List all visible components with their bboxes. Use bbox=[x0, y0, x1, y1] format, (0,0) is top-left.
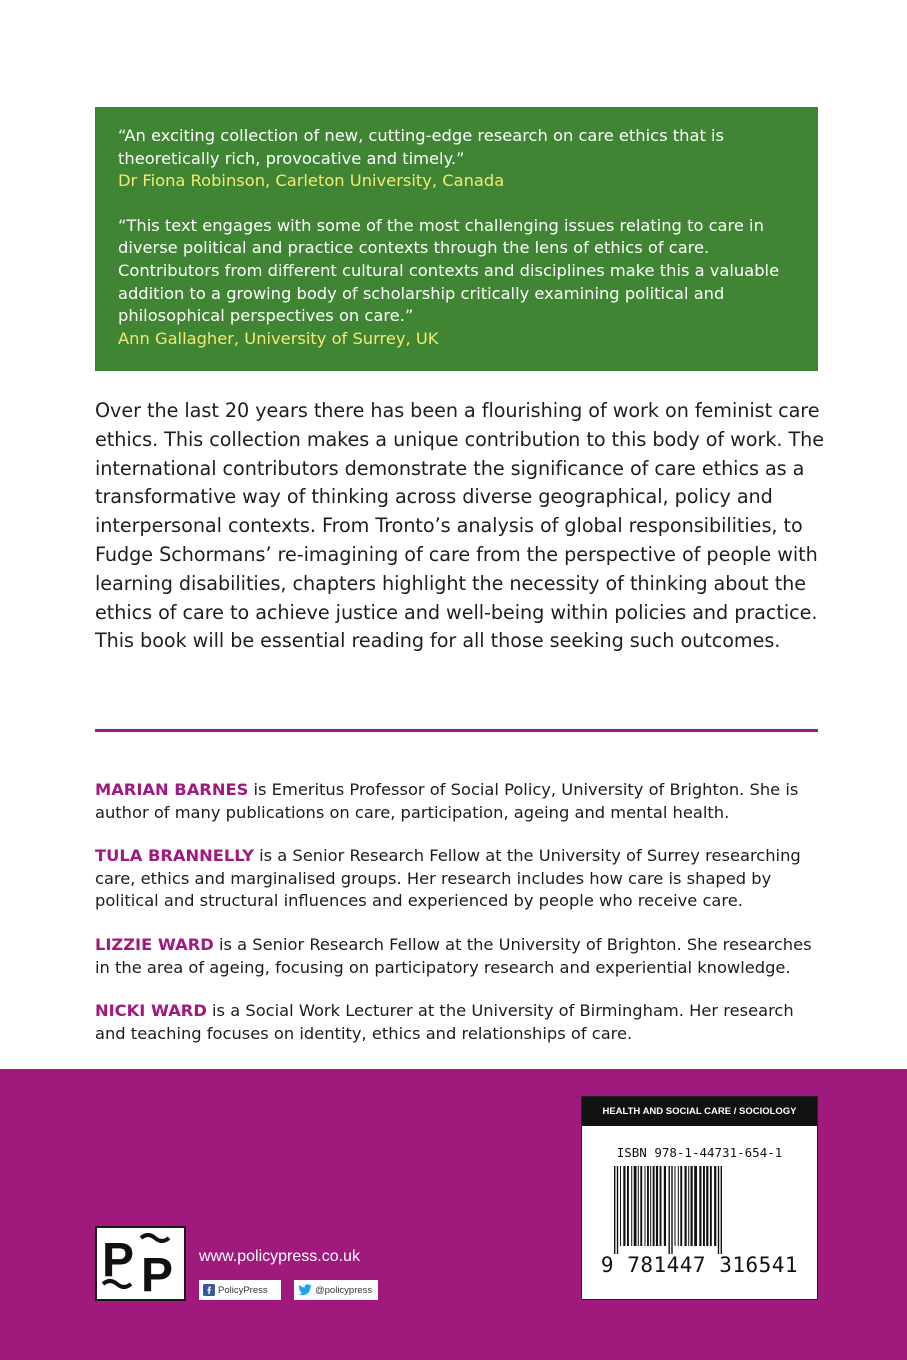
review-attribution-2: Ann Gallagher, University of Surrey, UK bbox=[118, 328, 439, 348]
barcode-bar bbox=[656, 1166, 658, 1246]
author-bio bbox=[95, 779, 825, 824]
barcode-panel bbox=[581, 1096, 818, 1300]
twitter-handle: @policypress bbox=[315, 1284, 373, 1296]
barcode-bar bbox=[669, 1166, 670, 1254]
publisher-website-link[interactable]: www.policypress.co.uk bbox=[199, 1248, 360, 1265]
barcode-bar bbox=[703, 1166, 705, 1246]
barcode-bar bbox=[614, 1166, 615, 1254]
barcode-bar bbox=[694, 1166, 697, 1246]
facebook-badge[interactable] bbox=[199, 1280, 281, 1300]
author-name: MARIAN BARNES bbox=[95, 780, 249, 799]
barcode-bar bbox=[640, 1166, 642, 1246]
barcode-bar bbox=[706, 1166, 708, 1246]
logo-mark-icon bbox=[97, 1228, 184, 1299]
barcode-bar bbox=[714, 1166, 716, 1246]
barcode-bar bbox=[671, 1166, 672, 1254]
section-divider bbox=[95, 729, 818, 732]
barcode-bar bbox=[721, 1166, 722, 1254]
facebook-handle: PolicyPress bbox=[218, 1284, 268, 1296]
barcode-bar bbox=[688, 1166, 689, 1246]
author-description: is a Social Work Lecturer at the University of Birmingham. Her research and teaching focuses on identity, ethics and relationships of care. bbox=[95, 1001, 794, 1043]
author-name: LIZZIE WARD bbox=[95, 934, 214, 954]
svg-text:P: P bbox=[102, 1234, 135, 1287]
barcode-bar bbox=[678, 1166, 679, 1246]
barcode-bar bbox=[691, 1166, 693, 1246]
barcode-bar bbox=[620, 1166, 621, 1246]
barcode-bar bbox=[650, 1166, 651, 1246]
barcode-bar bbox=[638, 1166, 639, 1246]
author-description: is a Senior Research Fellow at the University of Brighton. She researches in the area of ageing, focusing on participatory research and experiential knowledge. bbox=[95, 934, 812, 977]
twitter-icon bbox=[298, 1284, 312, 1296]
barcode-bar bbox=[617, 1166, 618, 1254]
review-quote-1: “An exciting collection of new, cutting-edge research on care ethics that is theoretically rich, provocative and timely.” bbox=[118, 126, 725, 168]
twitter-badge[interactable] bbox=[294, 1280, 378, 1300]
author-description: is Emeritus Professor of Social Policy, University of Brighton. She is author of many publications on care, participation, ageing and mental health. bbox=[95, 780, 799, 822]
policy-press-logo bbox=[95, 1226, 186, 1301]
book-description: Over the last 20 years there has been a flourishing of work on feminist care ethics. This collection makes a unique contribution to this body of work. The international contributors demonstrate the significance of care ethics as a transformative way of thinking across diverse geographical, policy and interpersonal contexts. From Tronto’s analysis of global responsibilities, to Fudge Schormans’ re-imagining of care from the perspective of people with learning disabilities, chapters highlight the necessity of thinking about the ethics of care to achieve justice and well-being within policies and practice. This book will be essential reading for all those seeking such outcomes. bbox=[95, 399, 825, 653]
barcode-bar bbox=[647, 1166, 649, 1246]
author-name: TULA BRANNELLY bbox=[95, 846, 254, 866]
author-description: is a Senior Research Fellow at the University of Surrey researching care, ethics and marginalised groups. Her research includes how care is shaped by political and structural influences and experienced by people who receive care. bbox=[95, 846, 801, 911]
review-quotes-box bbox=[95, 107, 818, 371]
review-quote-2: “This text engages with some of the most challenging issues relating to care in diverse political and practice contexts through the lens of ethics of care. Contributors from different cultural contexts and disciplines make this a valuable addition to a growing body of scholarship critically examining political and philosophical perspectives on care.” bbox=[118, 215, 780, 326]
barcode-bar bbox=[718, 1166, 719, 1254]
barcode-bar bbox=[660, 1166, 662, 1246]
author-name: NICKI WARD bbox=[95, 1001, 207, 1021]
author-bio bbox=[95, 934, 825, 979]
barcode-bar bbox=[627, 1166, 629, 1246]
ean-number: 9 781447 316541 bbox=[600, 1253, 799, 1277]
facebook-icon bbox=[203, 1284, 215, 1296]
author-bio bbox=[95, 845, 825, 913]
isbn-label: ISBN 978-1-44731-654-1 bbox=[616, 1145, 783, 1160]
barcode-bar bbox=[675, 1166, 676, 1246]
barcode-bars bbox=[612, 1166, 788, 1258]
barcode-bar bbox=[680, 1166, 682, 1246]
barcode-bar bbox=[634, 1166, 637, 1246]
author-bios bbox=[95, 779, 825, 1066]
review-attribution-1: Dr Fiona Robinson, Carleton University, Canada bbox=[118, 171, 505, 191]
barcode-bar bbox=[664, 1166, 666, 1246]
subject-category: HEALTH AND SOCIAL CARE / SOCIOLOGY bbox=[582, 1097, 817, 1126]
barcode-bar bbox=[631, 1166, 632, 1246]
barcode-bar bbox=[699, 1166, 701, 1246]
barcode-bar bbox=[623, 1166, 625, 1246]
barcode-bar bbox=[653, 1166, 655, 1246]
author-bio bbox=[95, 1000, 825, 1045]
svg-text:P: P bbox=[141, 1249, 174, 1299]
barcode-bar bbox=[645, 1166, 646, 1246]
barcode-bar bbox=[710, 1166, 712, 1246]
barcode-bar bbox=[685, 1166, 687, 1246]
